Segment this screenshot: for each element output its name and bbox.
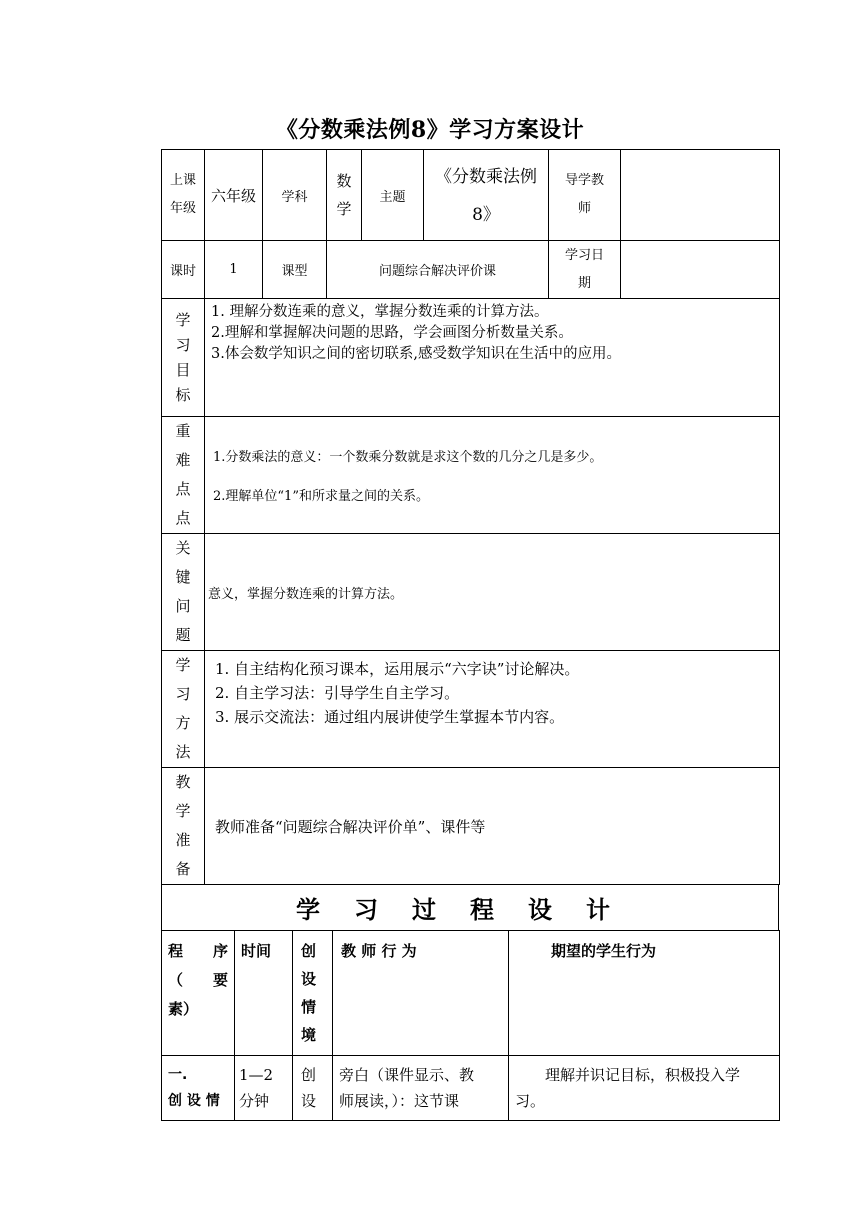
row-context: 创 设 [293, 1056, 333, 1121]
period-label: 课时 [162, 241, 205, 299]
subject-value: 数 学 [327, 150, 362, 241]
key-question-label: 关 键 问 题 [162, 534, 205, 651]
sections-table [161, 298, 780, 885]
row-student: 理解并识记目标，积极投入学 习。 [509, 1056, 780, 1121]
prep-label: 教 学 准 备 [162, 768, 205, 885]
grade-label: 上课 年级 [162, 150, 205, 241]
teacher-value [621, 150, 780, 241]
goals-label: 学 习 目 标 [162, 299, 205, 417]
teacher-label: 导学教 师 [549, 150, 621, 241]
row-teacher: 旁白（课件显示、教 师展读，）：这节课 [333, 1056, 509, 1121]
process-title-table [161, 884, 779, 931]
process-title: 学习过程设计 [162, 885, 779, 931]
methods-content: 1. 自主结构化预习课本，运用展示“六字诀”讨论解决。 2. 自主学习法：引导学生自主学习。 3. 展示交流法：通过组内展讲使学生掌握本节内容。 [205, 651, 780, 768]
key-points-content: 1.分数乘法的意义：一个数乘分数就是求这个数的几分之几是多少。 2.理解单位“1”和所求量之间的关系。 [205, 417, 780, 534]
header-context: 创 设 情 境 [293, 931, 333, 1056]
type-label: 课型 [263, 241, 327, 299]
period-value: 1 [205, 241, 263, 299]
row-time: 1—2 分钟 [235, 1056, 293, 1121]
info-table [161, 149, 780, 299]
topic-label: 主题 [362, 150, 424, 241]
process-table [161, 930, 780, 1121]
row-step: 一. 创 设 情 [162, 1056, 235, 1121]
date-value [621, 241, 780, 299]
topic-value: 《分数乘法例 8》 [424, 150, 549, 241]
prep-content: 教师准备“问题综合解决评价单”、课件等 [205, 768, 780, 885]
goals-content: 1. 理解分数连乘的意义，掌握分数连乘的计算方法。 2.理解和掌握解决问题的思路，学会画图分析数量关系。 3.体会数学知识之间的密切联系,感受数学知识在生活中的应用。 [205, 299, 780, 417]
key-question-content: 意义，掌握分数连乘的计算方法。 [205, 534, 780, 651]
methods-label: 学 习 方 法 [162, 651, 205, 768]
type-value: 问题综合解决评价课 [327, 241, 549, 299]
header-teacher: 教 师 行 为 [333, 931, 509, 1056]
document-title: 《分数乘法例8》学习方案设计 [275, 117, 585, 143]
header-student: 期望的学生行为 [509, 931, 780, 1056]
grade-value: 六年级 [205, 150, 263, 241]
key-points-label: 重 难 点 点 [162, 417, 205, 534]
subject-label: 学科 [263, 150, 327, 241]
header-step: 程 序 （ 要 素） [162, 931, 235, 1056]
date-label: 学习日 期 [549, 241, 621, 299]
header-time: 时间 [235, 931, 293, 1056]
